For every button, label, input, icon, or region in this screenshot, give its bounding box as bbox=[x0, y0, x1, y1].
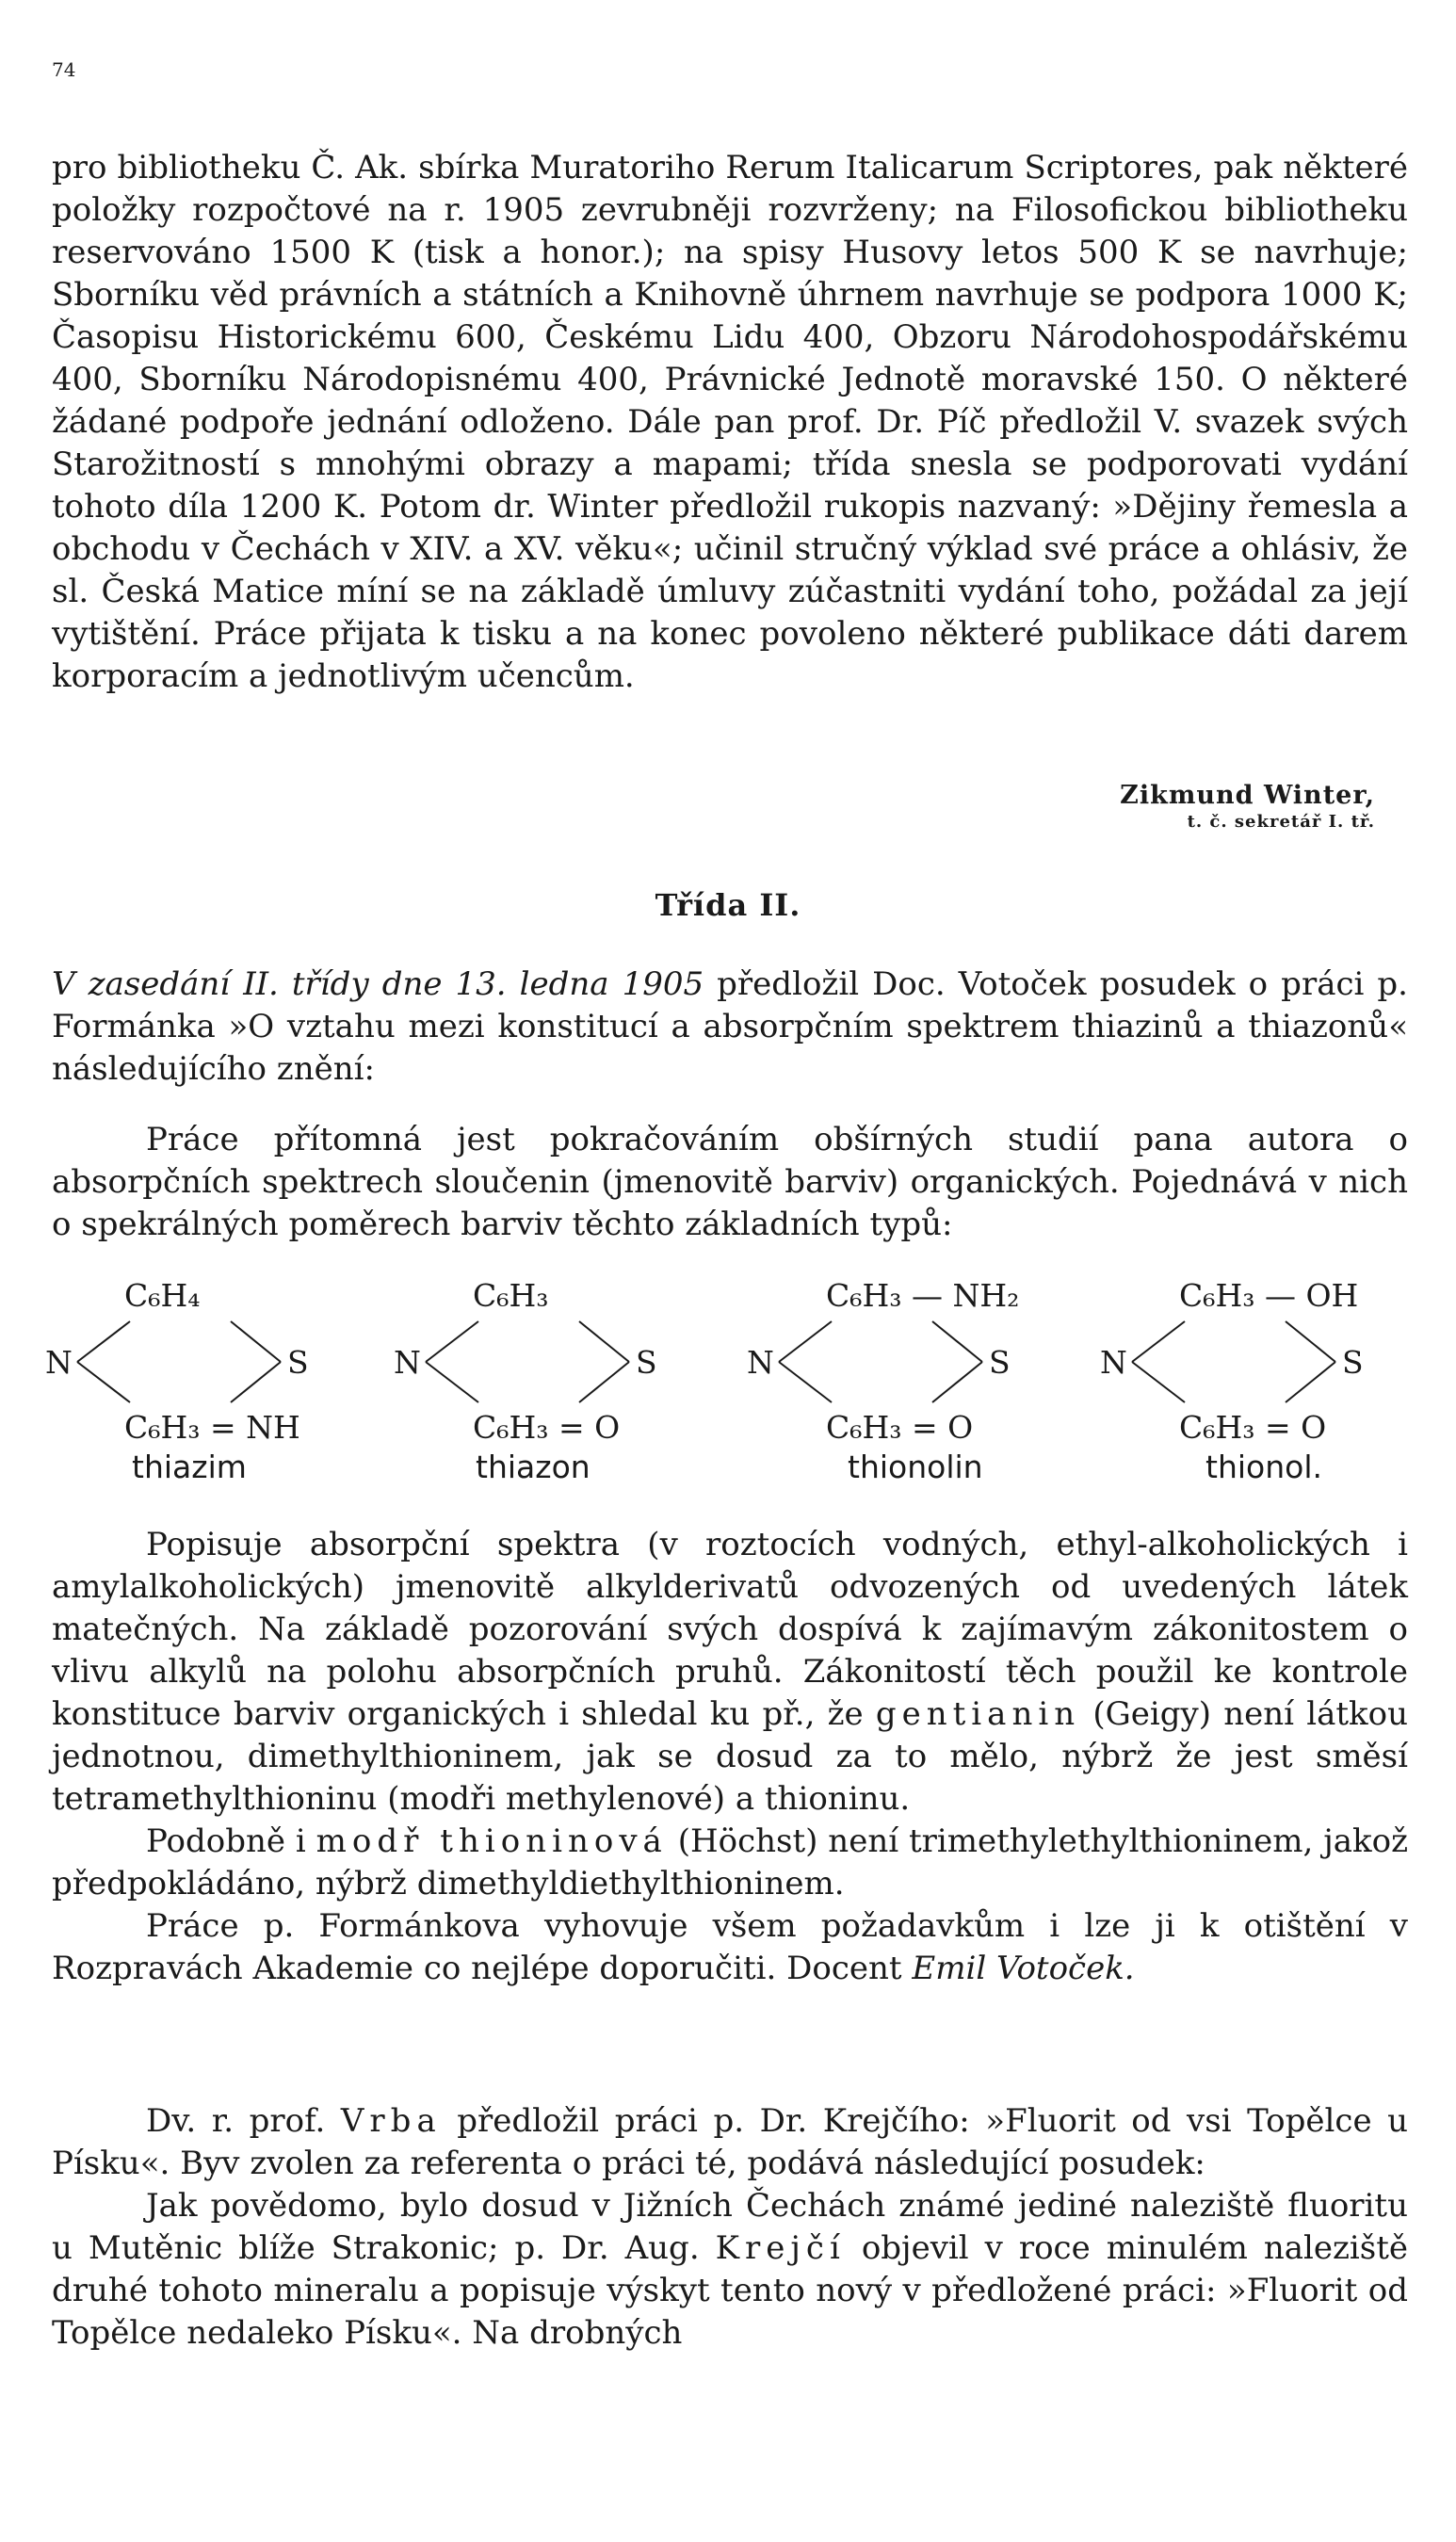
formula-bottom: C₆H₃ = O bbox=[826, 1409, 974, 1446]
term-modr-thioninova: modř thioninová bbox=[315, 1822, 668, 1860]
signature-votocek bbox=[786, 1950, 1135, 1987]
text-run: Jak povědomo, bylo dosud v Jižních Čechách známé jediné naleziště fluoritu u Mutěnic blíže Strakonic; p. Dr. Aug. bbox=[52, 2187, 1408, 2267]
formula-name: thiazon bbox=[476, 1449, 590, 1485]
formula-name: thiazim bbox=[132, 1449, 247, 1485]
formula-bottom: C₆H₃ = O bbox=[473, 1409, 621, 1446]
formula-n: N bbox=[747, 1344, 774, 1381]
section-2-p1 bbox=[52, 1119, 1408, 1246]
paragraph-fluorit bbox=[52, 2185, 1408, 2355]
section-2-body bbox=[52, 1524, 1408, 1990]
formula-thionolin bbox=[739, 1267, 1078, 1502]
formula-top: C₆H₃ — OH bbox=[1179, 1277, 1359, 1314]
section-2-intro bbox=[52, 963, 1408, 1091]
section-1 bbox=[52, 147, 1408, 698]
formula-thionol bbox=[1092, 1267, 1432, 1502]
term-gentianin: gentianin bbox=[875, 1695, 1081, 1733]
signature-name: Zikmund Winter, bbox=[1120, 781, 1375, 810]
signature-title: t. č. sekretář I. tř. bbox=[1187, 812, 1375, 832]
paragraph-recommendation bbox=[52, 1905, 1408, 1990]
paragraph-intro bbox=[52, 963, 1408, 1091]
formula-row bbox=[38, 1267, 1422, 1502]
section-heading: Třída II. bbox=[655, 887, 801, 923]
formula-name: thionol. bbox=[1205, 1449, 1322, 1485]
formula-bottom: C₆H₃ = O bbox=[1179, 1409, 1327, 1446]
text-run: Popisuje absorpční spektra (v roztocích vodných, ethyl-alkoholických i amylalkoholických) jmenovitě alkylderivatů odvozených od uvedených látek matečných. Na základě pozorování svých dospívá k zajímavým zákonitostem o vlivu alkylů na polohu absorpčních pruhů. Zákonitostí těch použil ke kontrole konstituce barviv organických i shledal ku př., že bbox=[52, 1526, 1408, 1733]
name-krejci: Krejčí bbox=[715, 2229, 846, 2267]
formula-top: C₆H₃ — NH₂ bbox=[826, 1277, 1020, 1314]
formula-s: S bbox=[287, 1344, 309, 1381]
intro-italic: V zasedání II. třídy dne 13. ledna 1905 bbox=[52, 965, 704, 1003]
formula-name: thionolin bbox=[848, 1449, 983, 1485]
formula-structure bbox=[386, 1267, 725, 1455]
formula-thiazon bbox=[386, 1267, 725, 1502]
signature-prefix: Docent bbox=[786, 1950, 913, 1987]
formula-top: C₆H₄ bbox=[124, 1277, 201, 1314]
formula-structure bbox=[739, 1267, 1078, 1455]
text-run: předložil práci p. Dr. Krejčího: »Fluorit od vsi Topělce u Písku«. Byv zvolen za referenta o práci té, podává následující posudek: bbox=[52, 2102, 1409, 2182]
paragraph-types: Práce přítomná jest pokračováním obšírných studií pana autora o absorpčních spektrech sloučenin (jmenovitě barviv) organických. Pojednává v nich o spekrálných poměrech barviv těchto základních typů: bbox=[52, 1121, 1408, 1243]
intro-rest: předložil Doc. Votoček posudek o práci p. Formánka »O vztahu mezi konstitucí a absorpčním spektrem thiazinů a thiazonů« následujícího znění: bbox=[52, 965, 1408, 1088]
formula-thiazim bbox=[38, 1267, 377, 1502]
formula-structure bbox=[38, 1267, 377, 1455]
paragraph-thionin bbox=[52, 1821, 1408, 1905]
paragraph-spectra bbox=[52, 1524, 1408, 1821]
text-run: objevil v roce minulém naleziště druhé tohoto mineralu a popisuje výskyt tento nový v předložené práci: »Fluorit od Topělce nedaleko Písku«. Na drobných bbox=[52, 2229, 1409, 2352]
text-run: Podobně i bbox=[146, 1822, 316, 1860]
formula-s: S bbox=[636, 1344, 657, 1381]
signature-name: Emil Votoček. bbox=[912, 1950, 1135, 1987]
formula-bottom: C₆H₃ = NH bbox=[124, 1409, 300, 1446]
text-run: (Höchst) není trimethylethylthioninem, jakož předpokládáno, nýbrž dimethyldiethylthioninem. bbox=[52, 1822, 1408, 1902]
formula-n: N bbox=[1100, 1344, 1127, 1381]
paragraph-budget: pro bibliotheku Č. Ak. sbírka Muratoriho Rerum Italicarum Scriptores, pak některé položky rozpočtové na r. 1905 zevrubněji rozvrženy; na Filosofickou bibliotheku reservováno 1500 K (tisk a honor.); na spisy Husovy letos 500 K se navrhuje; Sborníku věd právních a státních a Knihovně úhrnem navrhuje se podpora 1000 K; Časopisu Historickému 600, Českému Lidu 400, Obzoru Národohospodářskému 400, Sborníku Národopisnému 400, Právnické Jednotě moravské 150. O některé žádané podpoře jednání odloženo. Dále pan prof. Dr. Píč předložil V. svazek svých Starožitností s mnohými obrazy a mapami; třída snesla se podporovati vydání tohoto díla 1200 K. Potom dr. Winter předložil rukopis nazvaný: »Dějiny řemesla a obchodu v Čechách v XIV. a XV. věku«; učinil stručný výklad své práce a ohlásiv, že sl. Česká Matice míní se na základě úmluvy zúčastniti vydání toho, požádal za její vytištění. Práce přijata k tisku a na konec povoleno některé publikace dáti darem korporacím a jednotlivým učencům. bbox=[52, 149, 1408, 695]
formula-top: C₆H₃ bbox=[473, 1277, 549, 1314]
formula-s: S bbox=[989, 1344, 1011, 1381]
paragraph-vrba bbox=[52, 2100, 1408, 2185]
formula-n: N bbox=[394, 1344, 421, 1381]
formula-n: N bbox=[45, 1344, 73, 1381]
section-3 bbox=[52, 2100, 1408, 2355]
name-vrba: Vrba bbox=[340, 2102, 442, 2140]
formula-s: S bbox=[1342, 1344, 1364, 1381]
page-number: 74 bbox=[52, 58, 76, 81]
formula-structure bbox=[1092, 1267, 1432, 1455]
text-run: Dv. r. prof. bbox=[146, 2102, 341, 2140]
text-run: Práce p. Formánkova vyhovuje všem požadavkům i lze ji k otištění v Rozpravách Akademie co nejlépe doporučiti. bbox=[52, 1907, 1408, 1987]
text-run: (Geigy) není látkou jednotnou, dimethylthioninem, jak se dosud za to mělo, nýbrž že jest směsí tetramethylthioninu (modři methylenové) a thioninu. bbox=[52, 1695, 1408, 1818]
signature-winter bbox=[1036, 780, 1375, 833]
